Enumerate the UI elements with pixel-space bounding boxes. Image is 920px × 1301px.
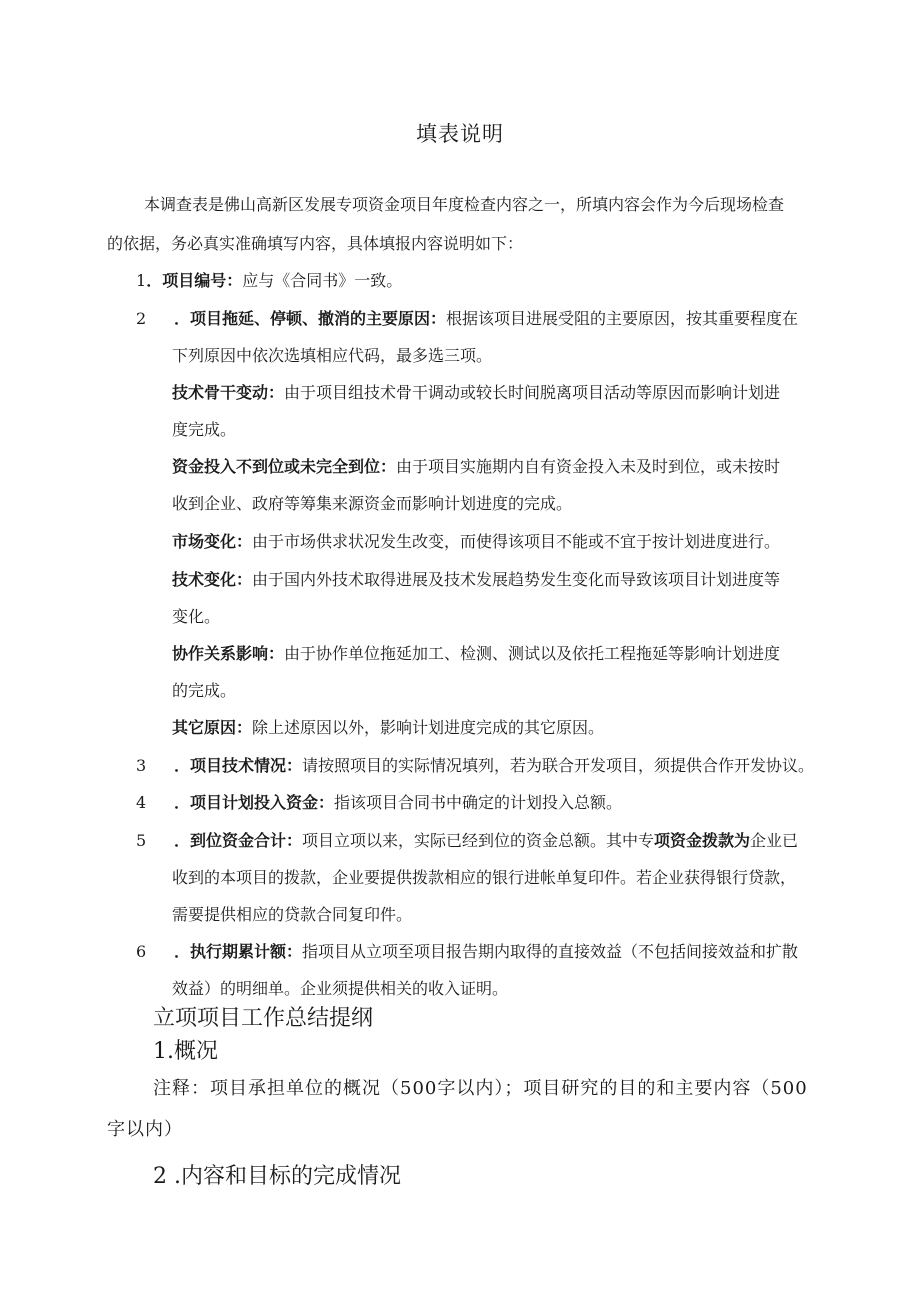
item-label: ．项目计划投入资金： [174, 793, 335, 812]
item-text: 请按照项目的实际情况填列，若为联合开发项目，须提供合作开发协议。 [302, 756, 815, 775]
item-label: ．项目拖延、停顿、撤消的主要原因： [174, 309, 447, 328]
reason-text: 由于市场供求状况发生改变，而使得该项目不能或不宜于按计划进度进行。 [252, 532, 781, 551]
reason-label: 技术骨干变动： [172, 383, 285, 402]
list-item-1 [136, 271, 402, 291]
list-item-5-cont-2: 需要提供相应的贷款合同复印件。 [172, 905, 413, 924]
reason-funding [172, 457, 780, 477]
section-heading-1: 1.概况 [153, 1039, 218, 1064]
section-heading-2: 2 .内容和目标的完成情况 [153, 1164, 401, 1189]
reason-label: 其它原因： [172, 718, 253, 737]
item-text-bold: 项资金拨款为 [654, 831, 751, 850]
annotation-line-2: 字以内） [107, 1119, 183, 1140]
reason-technology-cont: 变化。 [172, 607, 221, 626]
outline-title: 立项项目工作总结提纲 [153, 1006, 374, 1031]
reason-label: 协作关系影响： [172, 644, 285, 663]
item-text: 应与《合同书》一致。 [242, 271, 403, 290]
item-number: 2 [136, 309, 147, 328]
intro-line-1: 本调查表是佛山高新区发展专项资金项目年度检查内容之一，所填内容会作为今后现场检查 [144, 195, 785, 214]
item-number: 5 [136, 831, 147, 850]
item-label: ．执行期累计额： [174, 942, 303, 961]
list-item-3 [136, 756, 814, 776]
list-item-2-cont: 下列原因中依次选填相应代码，最多选三项。 [172, 346, 493, 365]
reason-technical-staff-cont: 度完成。 [172, 420, 237, 439]
item-text: 指项目从立项至项目报告期内取得的直接效益（不包括间接效益和扩散 [302, 942, 799, 961]
list-item-6 [136, 942, 798, 962]
item-label: ．项目编号： [146, 271, 243, 290]
item-text: 企业已 [750, 831, 799, 850]
item-text: 指该项目合同书中确定的计划投入总额。 [334, 793, 623, 812]
reason-other [172, 718, 604, 738]
item-number: 3 [136, 756, 147, 775]
reason-cooperation-cont: 的完成。 [172, 681, 237, 700]
item-text: 根据该项目进展受阻的主要原因，按其重要程度在 [446, 309, 799, 328]
reason-text: 由于国内外技术取得进展及技术发展趋势发生变化而导致该项目计划进度等 [252, 570, 781, 589]
reason-label: 资金投入不到位或未完全到位： [172, 457, 397, 476]
item-number: 6 [136, 942, 147, 961]
reason-label: 技术变化： [172, 570, 253, 589]
item-number: 1 [136, 271, 147, 290]
item-label: ．项目技术情况： [174, 756, 303, 775]
reason-text: 由于项目组技术骨干调动或较长时间脱离项目活动等原因而影响计划进 [284, 383, 781, 402]
reason-label: 市场变化： [172, 532, 253, 551]
list-item-2 [136, 309, 798, 329]
annotation-line-1: 注释：项目承担单位的概况（500字以内）；项目研究的目的和主要内容（500 [153, 1078, 808, 1099]
reason-text: 由于项目实施期内自有资金投入未及时到位，或未按时 [396, 457, 781, 476]
list-item-6-cont: 效益）的明细单。企业须提供相关的收入证明。 [172, 979, 509, 998]
reason-technical-staff [172, 383, 780, 403]
page-title: 填表说明 [416, 122, 504, 146]
list-item-5 [136, 831, 798, 851]
item-label: ．到位资金合计： [174, 831, 303, 850]
reason-text: 除上述原因以外，影响计划进度完成的其它原因。 [252, 718, 605, 737]
list-item-4 [136, 793, 622, 813]
item-text: 项目立项以来，实际已经到位的资金总额。其中专 [302, 831, 655, 850]
reason-text: 由于协作单位拖延加工、检测、测试以及依托工程拖延等影响计划进度 [284, 644, 781, 663]
intro-line-2: 的依据，务必真实准确填写内容，具体填报内容说明如下： [107, 234, 524, 253]
item-number: 4 [136, 793, 147, 812]
reason-cooperation [172, 644, 780, 664]
reason-technology [172, 570, 780, 590]
reason-funding-cont: 收到企业、政府等筹集来源资金而影响计划进度的完成。 [172, 494, 573, 513]
reason-market [172, 532, 780, 552]
list-item-5-cont-1: 收到的本项目的拨款，企业要提供拨款相应的银行进帐单复印件。若企业获得银行贷款， [172, 868, 797, 887]
